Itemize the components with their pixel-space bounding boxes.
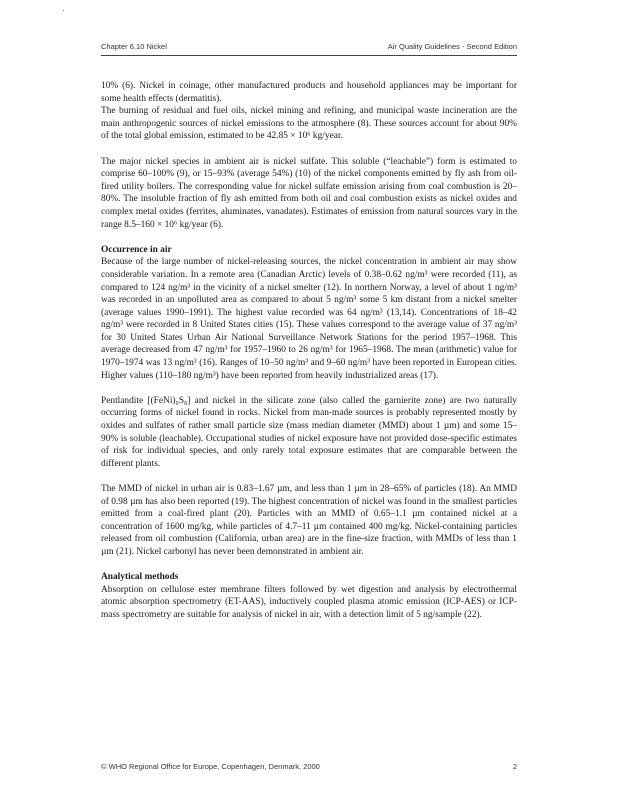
heading-occurrence-in-air: Occurrence in air [101, 244, 172, 255]
heading-analytical-methods: Analytical methods [101, 572, 179, 583]
header-chapter: Chapter 6.10 Nickel [101, 42, 167, 51]
header-rule [101, 55, 517, 56]
paragraph-2: The burning of residual and fuel oils, nickel mining and refining, and municipal waste incineration are the main anthropogenic sources of nickel emissions to the atmosphere (8). These sources account for about 90% of the total global emission, estimated to be 42.85 × 10⁶ kg/year. [101, 106, 517, 142]
paragraph-7: Absorption on cellulose ester membrane filters followed by wet digestion and analysis by electrothermal atomic absorption spectrometry (ET-AAS), inductively coupled plasma atomic emission (ICP-AES) or ICP-mass spectrometry are suitable for analysis of nickel in air, with a detection limit of 5 ng/sample (22). [101, 584, 517, 620]
body-text [101, 80, 517, 622]
scan-speck [63, 10, 64, 11]
page-number: 2 [512, 762, 517, 771]
paragraph-1: 10% (6). Nickel in coinage, other manufactured products and household appliances may be important for some health effects (dermatitis). [101, 81, 517, 104]
paragraph-5: Pentlandite [(FeNi)₉S₈] and nickel in the silicate zone (also called the garnierite zone) are two naturally occurring forms of nickel found in rocks. Nickel from man-made sources is probably represented mostly by oxides and sulfates of rather small particle size (mass median diameter (MMD) about 1 µm) and some 15–90% is soluble (leachable). Occupational studies of nickel exposure have not provided dose-specific estimates of risk for individual species, and only rarely total exposure estimates that are comparable between the different plants. [101, 395, 517, 469]
paragraph-3: The major nickel species in ambient air is nickel sulfate. This soluble (“leachable”) form is estimated to comprise 60–100% (9), or 15–93% (average 54%) (10) of the nickel components emitted by fly ash from oil-fired utility boilers. The corresponding value for nickel sulfate emission arising from coal combustion is 20–80%. The insoluble fraction of fly ash emitted from both oil and coal combustion exists as nickel oxides and complex metal oxides (ferrites, aluminates, vanadates). Estimates of emission from natural sources vary in the range 8.5–160 × 10⁶ kg/year (6). [101, 156, 517, 230]
footer-copyright: © WHO Regional Office for Europe, Copenhagen, Denmark, 2000 [101, 762, 320, 771]
paragraph-6: The MMD of nickel in urban air is 0.83–1.67 µm, and less than 1 µm in 28–65% of particles (18). An MMD of 0.98 µm has also been reported (19). The highest concentration of nickel was found in the smallest particles emitted from a coal-fired plant (20). Particles with an MMD of 0.65–1.1 µm contained nickel at a concentration of 1600 mg/kg, while particles of 4.7–11 µm contained 400 mg/kg. Nickel-containing particles released from oil combustion (California, urban area) are in the fine-size fraction, with MMDs of less than 1 µm (21). Nickel carbonyl has never been demonstrated in ambient air. [101, 484, 517, 557]
paragraph-4: Because of the large number of nickel-releasing sources, the nickel concentration in ambient air may show considerable variation. In a remote area (Canadian Arctic) levels of 0.38–0.62 ng/m³ were recorded (11), as compared to 124 ng/m³ in the vicinity of a nickel smelter (12). In northern Norway, a level of about 1 ng/m³ was recorded in an unpolluted area as compared to about 5 ng/m³ some 5 km distant from a nickel smelter (average values 1990–1991). The highest value recorded was 64 ng/m³ (13,14). Concentrations of 18–42 ng/m³ were recorded in 8 United States cities (15). These values correspond to the average value of 37 ng/m³ for 30 United States Urban Air National Surveillance Network Stations for the period 1957–1968. This average decreased from 47 ng/m³ for 1957–1960 to 26 ng/m³ for 1965–1968. The mean (arithmetic) value for 1970–1974 was 13 ng/m³ (16). Ranges of 10–50 ng/m³ and 9–60 ng/m³ have been reported in European cities. Higher values (110–180 ng/m³) have been reported from heavily industrialized areas (17). [101, 257, 517, 381]
header-guideline-title: Air Quality Guidelines - Second Edition [387, 42, 517, 51]
